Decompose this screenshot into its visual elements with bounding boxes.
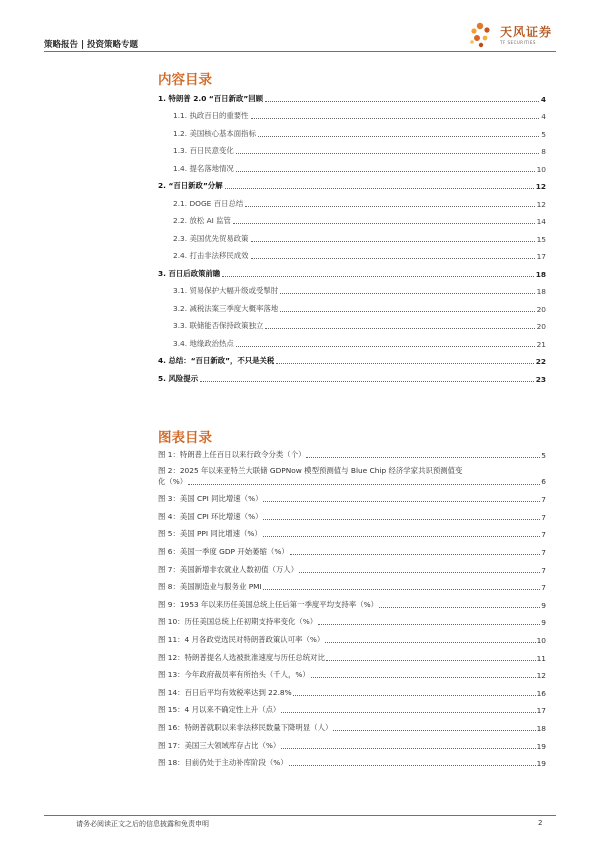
toc-entry[interactable]: [158, 191, 546, 209]
toc-entry[interactable]: [158, 279, 546, 297]
dot-leader: [276, 363, 533, 364]
dot-leader: [311, 677, 536, 678]
toc-entry-label: 2.3. 美国优先贸易政策: [173, 233, 249, 243]
toc-entry-label: 2. “百日新政”分解: [158, 181, 223, 190]
toc-entry[interactable]: [158, 314, 546, 332]
toc-entry-label: 1.1. 执政百日的重要性: [173, 111, 249, 120]
toc-entry-page: 4: [540, 94, 546, 104]
figure-entry-label: 图 13：今年政府裁员率有所抬头（千人，%）: [158, 670, 310, 680]
toc-entry-label: 3. 百日后政策前瞻: [158, 268, 221, 278]
toc-entry-page: 14: [536, 217, 546, 226]
dot-leader: [236, 346, 535, 347]
dot-leader: [265, 328, 534, 329]
toc-entry-page: 22: [535, 357, 546, 366]
figure-entry-label: 图 1：特朗普上任百日以来行政令分类（个）: [158, 449, 306, 459]
figure-entry-page: 12: [536, 671, 546, 681]
toc-entry-label: 1. 特朗普 2.0 “百日新政”回顾: [158, 93, 263, 103]
figure-entry-page: 7: [541, 583, 546, 593]
dot-leader: [325, 642, 535, 643]
figure-entry-page: 6: [541, 476, 546, 486]
dot-leader: [281, 748, 535, 749]
toc-entry[interactable]: [158, 366, 546, 384]
figure-entry-label: 图 3：美国 CPI 同比增速（%）: [158, 494, 263, 504]
figure-entry-label: 图 17：美国三大领域库存占比（%）: [158, 740, 281, 750]
toc-entry[interactable]: [158, 209, 546, 227]
figure-entry-label: 图 4：美国 CPI 环比增速（%）: [158, 511, 263, 521]
figure-entry-label: 图 11：4 月各政党选民对特朗普政策认可率（%）: [158, 634, 325, 644]
figure-entry-page: 17: [536, 706, 546, 716]
figure-entry[interactable]: [158, 715, 546, 733]
toc-entry-label: 2.4. 打击非法移民成效: [173, 251, 249, 260]
toc-entry[interactable]: [158, 156, 546, 174]
dot-leader: [263, 501, 540, 502]
figure-entry-page: 11: [536, 653, 546, 663]
figure-entry[interactable]: [158, 663, 546, 681]
toc-entry-label: 3.3. 联储能否保持政策独立: [173, 321, 264, 330]
figure-entry[interactable]: [158, 442, 546, 460]
toc-entry[interactable]: [158, 86, 546, 104]
toc-list: [158, 86, 546, 384]
figure-entry[interactable]: [158, 592, 546, 610]
dot-leader: [379, 607, 540, 608]
toc-entry-page: 12: [536, 199, 546, 209]
figure-entry-label: 图 12：特朗普提名人选被批准速度与历任总统对比: [158, 652, 325, 662]
dot-leader: [299, 572, 540, 573]
toc-entry-label: 3.2. 减税法案三季度大概率落地: [173, 303, 279, 313]
figure-entry-page: 10: [536, 635, 546, 645]
dot-leader: [280, 293, 534, 294]
toc-entry-page: 18: [536, 287, 546, 296]
figure-entry-label: 图 7：美国新增非农就业人数初值（万人）: [158, 564, 299, 574]
page-number: 2: [538, 819, 543, 827]
toc-entry[interactable]: [158, 174, 546, 192]
footer-disclaimer: 请务必阅读正文之后的信息披露和免责申明: [76, 820, 209, 828]
toc-entry-page: 8: [541, 147, 546, 156]
dot-leader: [333, 730, 535, 731]
toc-entry-page: 21: [536, 339, 546, 349]
toc-entry[interactable]: [158, 296, 546, 314]
figure-entry-page: 7: [541, 565, 546, 575]
figure-entry[interactable]: [158, 460, 546, 487]
toc-entry-label: 4. 总结：“百日新政”，不只是关税: [158, 356, 275, 365]
toc-entry-page: 10: [536, 164, 546, 174]
figure-entry-label: 图 15：4 月以来不确定性上升（点）: [158, 705, 281, 715]
toc-entry-page: 4: [541, 112, 546, 121]
toc-entry-label: 2.1. DOGE 百日总结: [173, 198, 244, 208]
dot-leader: [251, 241, 535, 242]
dot-leader: [188, 484, 540, 485]
toc-entry-page: 18: [535, 269, 546, 279]
figure-entry[interactable]: [158, 645, 546, 663]
figure-entry[interactable]: [158, 698, 546, 716]
dot-leader: [280, 311, 534, 312]
dot-leader: [281, 712, 535, 713]
toc-title: 内容目录: [158, 72, 212, 88]
figure-entry[interactable]: [158, 680, 546, 698]
dot-leader: [251, 258, 535, 259]
toc-entry-page: 23: [535, 374, 546, 384]
dot-leader: [225, 188, 534, 189]
dot-leader: [306, 457, 540, 458]
toc-entry[interactable]: [158, 104, 546, 122]
figure-entry-page: 19: [536, 759, 546, 769]
dot-leader: [263, 589, 541, 590]
figure-entry-page: 7: [541, 530, 546, 540]
figure-entry[interactable]: [158, 733, 546, 751]
dot-leader: [263, 519, 540, 520]
toc-entry-label: 1.2. 美国核心基本面指标: [173, 128, 256, 138]
header-divider: [44, 51, 556, 52]
figure-entry-label-cont: 化（%）: [158, 476, 188, 486]
figure-entry-page: 7: [541, 512, 546, 522]
figure-entry-label: 图 5：美国 PPI 同比增速（%）: [158, 529, 262, 539]
figure-entry-page: 18: [536, 723, 546, 733]
figure-entry-label: 图 18：目前仍处于主动补库阶段（%）: [158, 758, 288, 768]
report-type-header: 策略报告 | 投资策略专题: [44, 40, 139, 50]
toc-entry-page: 20: [536, 304, 546, 314]
figure-entry[interactable]: [158, 557, 546, 575]
figure-entry-page: 19: [536, 741, 546, 751]
figures-list: [158, 442, 546, 768]
toc-entry[interactable]: [158, 261, 546, 279]
logo-subtext: TF SECURITIES: [500, 40, 536, 45]
toc-entry-label: 1.4. 提名落地情况: [173, 163, 234, 173]
footer-divider: [44, 815, 556, 816]
figure-entry-label: 图 6：美国一季度 GDP 开始萎缩（%）: [158, 546, 289, 556]
dot-leader: [263, 536, 541, 537]
dot-leader: [258, 136, 539, 137]
figure-entry[interactable]: [158, 610, 546, 628]
toc-entry-page: 17: [536, 252, 546, 261]
dot-leader: [265, 101, 539, 102]
figure-entry[interactable]: [158, 627, 546, 645]
toc-entry[interactable]: [158, 139, 546, 157]
figure-entry-page: 7: [541, 547, 546, 557]
toc-entry-label: 3.4. 地缘政治热点: [173, 338, 234, 348]
toc-entry[interactable]: [158, 121, 546, 139]
figure-entry-label: 图 8：美国制造业与服务业 PMI: [158, 582, 262, 592]
figure-entry[interactable]: [158, 522, 546, 540]
figure-entry-label: 图 9：1953 年以来历任美国总统上任后第一季度平均支持率（%）: [158, 599, 379, 609]
figure-entry-page: 9: [541, 618, 546, 628]
toc-entry-label: 1.3. 百日民意变化: [173, 146, 234, 155]
figure-entry[interactable]: [158, 487, 546, 505]
figure-entry-page: 16: [536, 688, 546, 698]
figure-entry[interactable]: [158, 539, 546, 557]
toc-entry-label: 3.1. 贸易保护大幅升级或受掣肘: [173, 286, 279, 295]
toc-entry[interactable]: [158, 244, 546, 262]
figures-title: 图表目录: [158, 430, 212, 446]
toc-entry-label: 2.2. 放松 AI 监管: [173, 216, 231, 225]
logo-text: 天风证券: [500, 25, 553, 39]
figure-entry-label: 图 14：百日后平均有效税率达到 22.8%: [158, 687, 292, 697]
dot-leader: [289, 765, 536, 766]
dot-leader: [326, 660, 536, 661]
toc-entry[interactable]: [158, 331, 546, 349]
figure-entry[interactable]: [158, 751, 546, 769]
toc-entry-page: 12: [535, 182, 546, 191]
toc-entry-page: 5: [541, 129, 546, 139]
toc-entry[interactable]: [158, 349, 546, 367]
figure-entry-label: 图 2：2025 年以来亚特兰大联储 GDPNow 模型预测值与 Blue Chip 经济学家共识预测值变: [158, 465, 463, 475]
toc-entry-page: 20: [536, 322, 546, 331]
figure-entry[interactable]: [158, 575, 546, 593]
dot-leader: [236, 153, 540, 154]
toc-entry[interactable]: [158, 226, 546, 244]
dot-leader: [233, 223, 535, 224]
figure-entry-page: 9: [541, 600, 546, 610]
dot-leader: [222, 276, 533, 277]
dot-leader: [293, 695, 536, 696]
dot-leader: [290, 554, 541, 555]
toc-entry-label: 5. 风险提示: [158, 373, 199, 383]
dot-leader: [236, 171, 535, 172]
dot-leader: [245, 206, 534, 207]
figure-entry-page: 5: [541, 450, 546, 460]
figure-entry-label: 图 16：特朗普就职以来非法移民数量下降明显（人）: [158, 722, 333, 732]
dot-leader: [251, 118, 540, 119]
figure-entry-page: 7: [541, 495, 546, 505]
dot-leader: [318, 624, 540, 625]
toc-entry-page: 15: [536, 234, 546, 244]
figure-entry-label: 图 10：历任美国总统上任初期支持率变化（%）: [158, 617, 318, 627]
dot-leader: [200, 381, 534, 382]
figure-entry[interactable]: [158, 504, 546, 522]
